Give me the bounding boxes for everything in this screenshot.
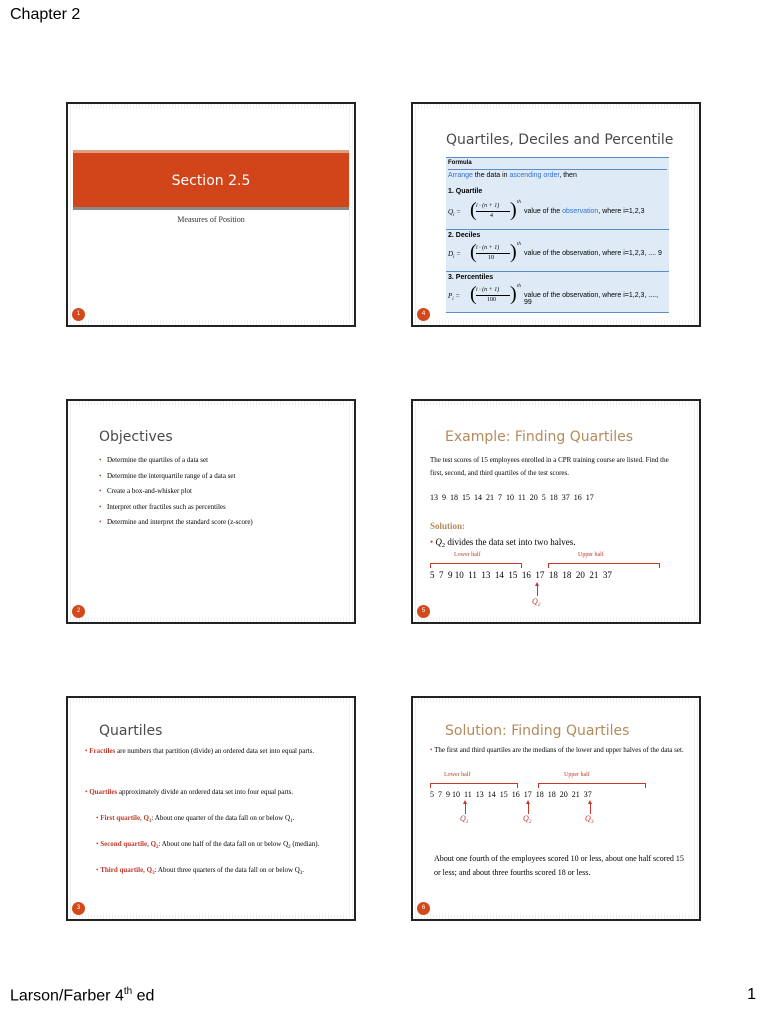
formula-intro: Arrange the data in ascending order, then: [448, 169, 667, 179]
quartile-heading: 1. Quartile: [448, 188, 483, 195]
lower-half-brace: [430, 783, 518, 784]
slide-number: 3: [72, 902, 85, 915]
slide-1: [66, 102, 356, 327]
slide-5: [411, 399, 701, 624]
sorted-data: 5 7 9 10 11 13 14 15 16 17 18 18 20 21 37: [430, 570, 612, 580]
slide-number: 6: [417, 902, 430, 915]
sorted-data: 5 7 9 10 11 13 14 15 16 17 18 18 20 21 37: [430, 790, 592, 799]
slide-3: [66, 696, 356, 921]
q2-arrow: [537, 586, 538, 596]
quartiles-bullet: • Quartiles approximately divide an ordered data set into four equal parts.: [85, 788, 294, 796]
slide-title: Quartiles: [99, 723, 163, 739]
slide-title: Solution: Finding Quartiles: [445, 723, 630, 739]
conclusion-text: About one fourth of the employees scored 10 or less, about one half scored 15 or less; and about three fourths scored 18 or less.: [434, 854, 684, 877]
list-item: • Determine the quartiles of a data set: [99, 453, 339, 469]
q2-label: $Q_2$: [532, 597, 541, 608]
fractiles-bullet: • Fractiles are numbers that partition (divide) an ordered data set into equal parts.: [85, 747, 315, 755]
upper-half-label: Upper half: [564, 772, 590, 778]
list-item: • Determine and interpret the standard score (z-score): [99, 515, 339, 531]
q1-label: $Q_1$: [460, 814, 469, 825]
formula-box: [446, 157, 669, 313]
slide-number: 2: [72, 605, 85, 618]
upper-half-brace: [548, 563, 660, 564]
list-item: • Determine the interquartile range of a data set: [99, 469, 339, 485]
solution-text: • The first and third quartiles are the medians of the lower and upper halves of the data set.: [430, 746, 684, 754]
slide-number: 5: [417, 605, 430, 618]
formula-label: Formula: [448, 160, 472, 166]
divider: [446, 271, 669, 272]
q1-bullet: • First quartile, $Q_1$: About one quarter of the data fall on or below $Q_1$.: [96, 814, 295, 824]
percentiles-formula: $P_i$ = ( i · (n + 1) 100 ) th value of the observation, where i=1,2,3, ...., 99: [448, 283, 659, 306]
divider: [446, 229, 669, 230]
q1-arrow: [465, 804, 466, 814]
lower-half-brace: [430, 563, 522, 564]
list-item: • Interpret other fractiles such as percentiles: [99, 500, 339, 516]
slide-2: [66, 399, 356, 624]
q2-arrow: [528, 804, 529, 814]
deciles-formula: $D_i$ = ( i · (n + 1) 10 ) th value of the observation, where i=1,2,3, .... 9: [448, 241, 662, 263]
slide-title: Objectives: [99, 429, 173, 445]
slide-subtitle: Measures of Position: [177, 215, 245, 224]
q3-bullet: • Third quartile, $Q_3$: About three quarters of the data fall on or below $Q_3$.: [96, 866, 305, 876]
q3-arrow: [590, 804, 591, 814]
q3-label: $Q_3$: [585, 814, 594, 825]
page-header: Chapter 2: [10, 6, 81, 23]
median-bullet: • $Q_2$ divides the data set into two halves.: [430, 537, 576, 549]
objectives-list: [99, 453, 339, 531]
data-values: 13 9 18 15 14 21 7 10 11 20 5 18 37 16 17: [430, 493, 594, 502]
problem-text: The test scores of 15 employees enrolled in a CPR training course are listed. Find the first, second, and third quartiles of the test scores.: [430, 456, 669, 477]
slide-number: 4: [417, 308, 430, 321]
page-footer: Larson/Farber 4th ed: [10, 986, 155, 1005]
slide-title: Quartiles, Deciles and Percentile: [446, 132, 674, 148]
deciles-heading: 2. Deciles: [448, 232, 481, 239]
slide-title: Example: Finding Quartiles: [445, 429, 634, 445]
solution-label: Solution:: [430, 521, 466, 531]
page-number: 1: [747, 986, 756, 1003]
slide-4: [411, 102, 701, 327]
lower-half-label: Lower half: [454, 552, 481, 558]
slide-title: Section 2.5: [171, 173, 251, 189]
list-item: • Create a box-and-whisker plot: [99, 484, 339, 500]
percentiles-heading: 3. Percentiles: [448, 274, 494, 281]
q2-label: $Q_2$: [523, 814, 532, 825]
upper-half-brace: [538, 783, 646, 784]
upper-half-label: Upper half: [578, 552, 604, 558]
quartile-formula: $Q_i$ = ( i · (n + 1) 4 ) th value of the observation, where i=1,2,3: [448, 199, 645, 221]
lower-half-label: Lower half: [444, 772, 471, 778]
q2-bullet: • Second quartile, $Q_2$: About one half of the data fall on or below $Q_2$ (median).: [96, 840, 320, 850]
slide-number: 1: [72, 308, 85, 321]
slide-6: [411, 696, 701, 921]
